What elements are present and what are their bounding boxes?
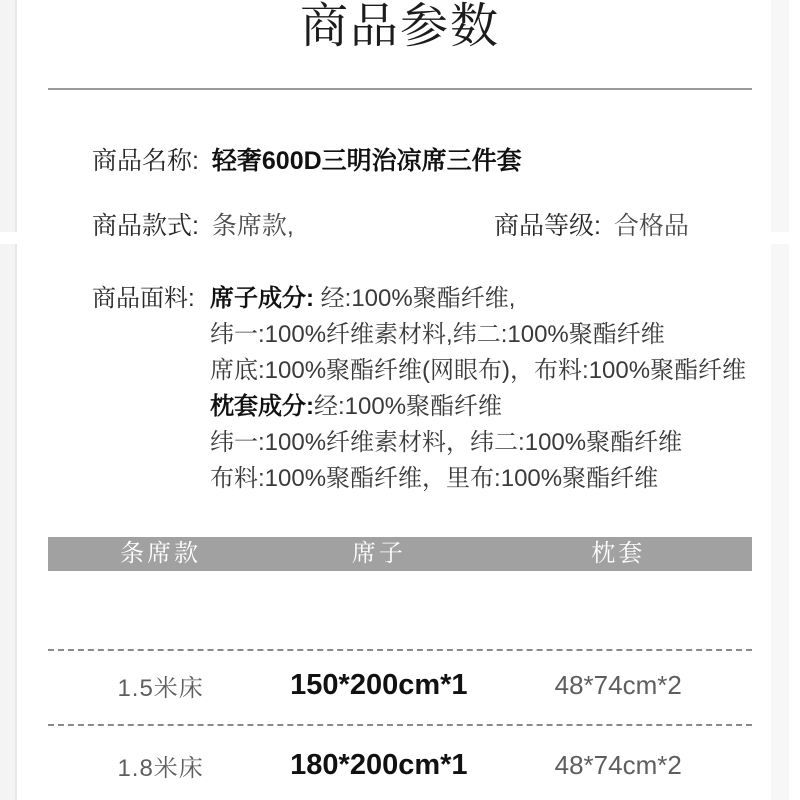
fabric-mat-title: 席子成分: (210, 285, 314, 312)
row1-mat-size: 150*200cm*1 (290, 668, 468, 701)
header-cell-mat: 席子 (351, 540, 406, 567)
left-edge-band-bottom (0, 244, 17, 800)
product-name-row (92, 145, 522, 177)
page-title: 商品参数 (299, 0, 500, 53)
product-grade-value: 合格品 (613, 212, 689, 240)
fabric-block (92, 281, 764, 497)
fabric-line-mat-weft (210, 317, 764, 353)
row-divider-2 (48, 724, 752, 726)
product-grade-label: 商品等级: (494, 212, 601, 240)
fabric-line-pillow-cloth (210, 461, 764, 497)
row2-bed-size: 1.8米床 (117, 754, 204, 782)
row2-pillow-size: 48*74cm*2 (554, 749, 682, 780)
fabric-line-mat-warp (210, 281, 764, 317)
product-grade-group (494, 210, 689, 242)
fabric-line-pillow-weft (210, 425, 764, 461)
row1-bed-size: 1.5米床 (117, 674, 204, 702)
product-style-grade-row (92, 210, 752, 242)
product-name-label: 商品名称: (92, 147, 199, 175)
size-table (48, 537, 752, 782)
title-divider (48, 88, 752, 90)
fabric-mat-bottom: 席底:100%聚酯纤维(网眼布)，布料:100%聚酯纤维 (210, 357, 747, 384)
fabric-line-pillow-warp (210, 389, 764, 425)
table-row-1 (48, 665, 752, 705)
right-edge-band-bottom (771, 244, 789, 800)
row1-pillow-size: 48*74cm*2 (554, 669, 682, 700)
fabric-lines (210, 281, 764, 497)
fabric-label: 商品面料: (92, 285, 195, 312)
fabric-mat-weft: 纬一:100%纤维素材料,纬二:100%聚酯纤维 (210, 321, 665, 348)
product-name-value: 轻奢600D三明治凉席三件套 (211, 147, 522, 175)
header-cell-pillow: 枕套 (591, 540, 646, 567)
row2-mat-size: 180*200cm*1 (290, 748, 468, 781)
table-row-2 (48, 745, 752, 785)
size-table-header (48, 537, 752, 571)
row-divider-1 (48, 649, 752, 651)
product-style-value: 条席款, (211, 212, 294, 240)
fabric-pillow-title: 枕套成分: (210, 393, 314, 420)
fabric-mat-warp: 经:100%聚酯纤维, (320, 285, 516, 312)
product-style-label: 商品款式: (92, 212, 199, 240)
fabric-pillow-warp: 经:100%聚酯纤维 (314, 393, 503, 420)
fabric-line-mat-bottom (210, 353, 764, 389)
header-cell-style: 条席款 (120, 540, 202, 567)
fabric-pillow-weft: 纬一:100%纤维素材料，纬二:100%聚酯纤维 (210, 429, 683, 456)
fabric-pillow-cloth: 布料:100%聚酯纤维，里布:100%聚酯纤维 (210, 465, 659, 492)
